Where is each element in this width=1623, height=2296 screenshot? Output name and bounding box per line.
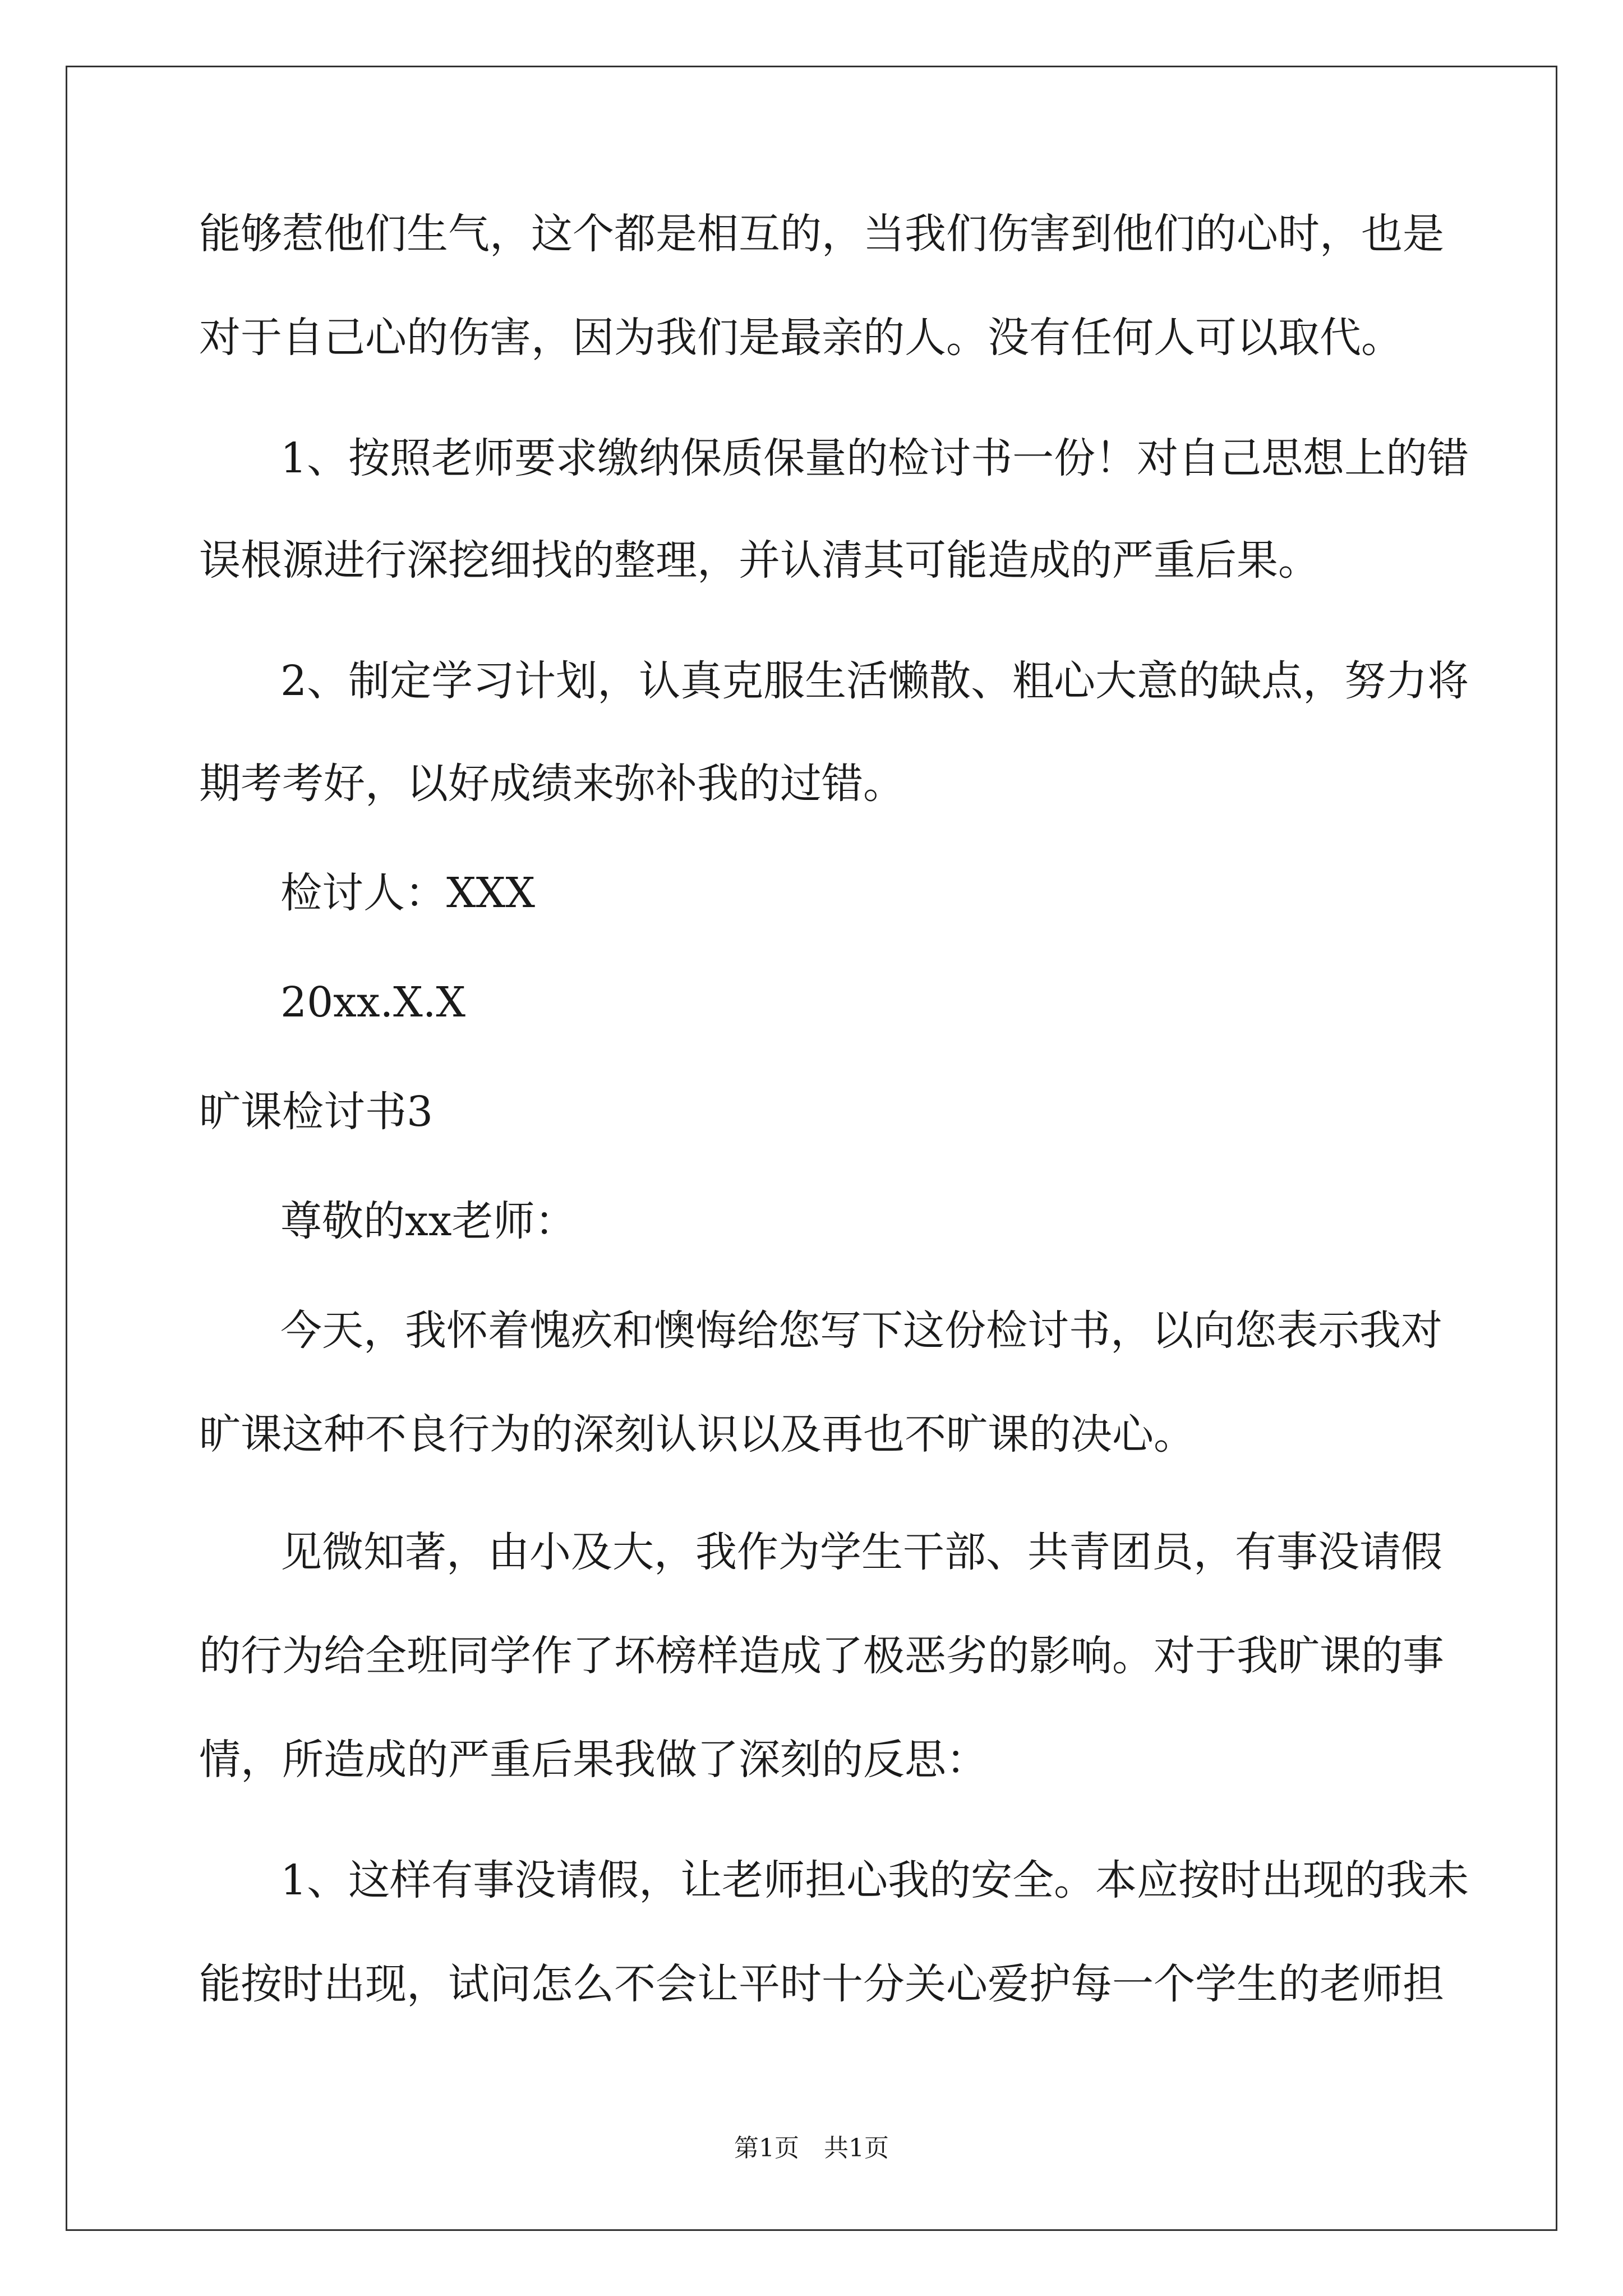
text-line: 1、这样有事没请假，让老师担心我的安全。本应按时出现的我未 bbox=[280, 1856, 1469, 1904]
text-line: 误根源进行深挖细找的整理，并认清其可能造成的严重后果。 bbox=[199, 536, 1320, 585]
text-line: 能按时出现，试问怎么不会让平时十分关心爱护每一个学生的老师担 bbox=[199, 1960, 1444, 2008]
text-line: 期考考好，以好成绩来弥补我的过错。 bbox=[199, 760, 905, 808]
text-line: 2、制定学习计划，认真克服生活懒散、粗心大意的缺点，努力将 bbox=[280, 657, 1469, 705]
text-line: 能够惹他们生气，这个都是相互的，当我们伤害到他们的心时，也是 bbox=[199, 210, 1444, 258]
text-line: 1、按照老师要求缴纳保质保量的检讨书一份！对自己思想上的错 bbox=[280, 434, 1469, 482]
page-border bbox=[66, 66, 1557, 2231]
section-title: 旷课检讨书3 bbox=[199, 1088, 434, 1136]
text-line: 今天，我怀着愧疚和懊悔给您写下这份检讨书，以向您表示我对 bbox=[280, 1306, 1442, 1355]
page-footer: 第1页 共1页 bbox=[734, 2134, 889, 2162]
date: 20xx.X.X bbox=[280, 978, 466, 1027]
text-line: 情，所造成的严重后果我做了深刻的反思： bbox=[199, 1736, 988, 1784]
signer: 检讨人：XXX bbox=[280, 869, 536, 917]
salutation: 尊敬的xx老师： bbox=[280, 1197, 577, 1245]
text-line: 的行为给全班同学作了坏榜样造成了极恶劣的影响。对于我旷课的事 bbox=[199, 1632, 1444, 1680]
text-line: 旷课这种不良行为的深刻认识以及再也不旷课的决心。 bbox=[199, 1410, 1195, 1458]
text-line: 对于自己心的伤害，因为我们是最亲的人。没有任何人可以取代。 bbox=[199, 314, 1403, 362]
text-line: 见微知著，由小及大，我作为学生干部、共青团员，有事没请假 bbox=[280, 1528, 1442, 1576]
